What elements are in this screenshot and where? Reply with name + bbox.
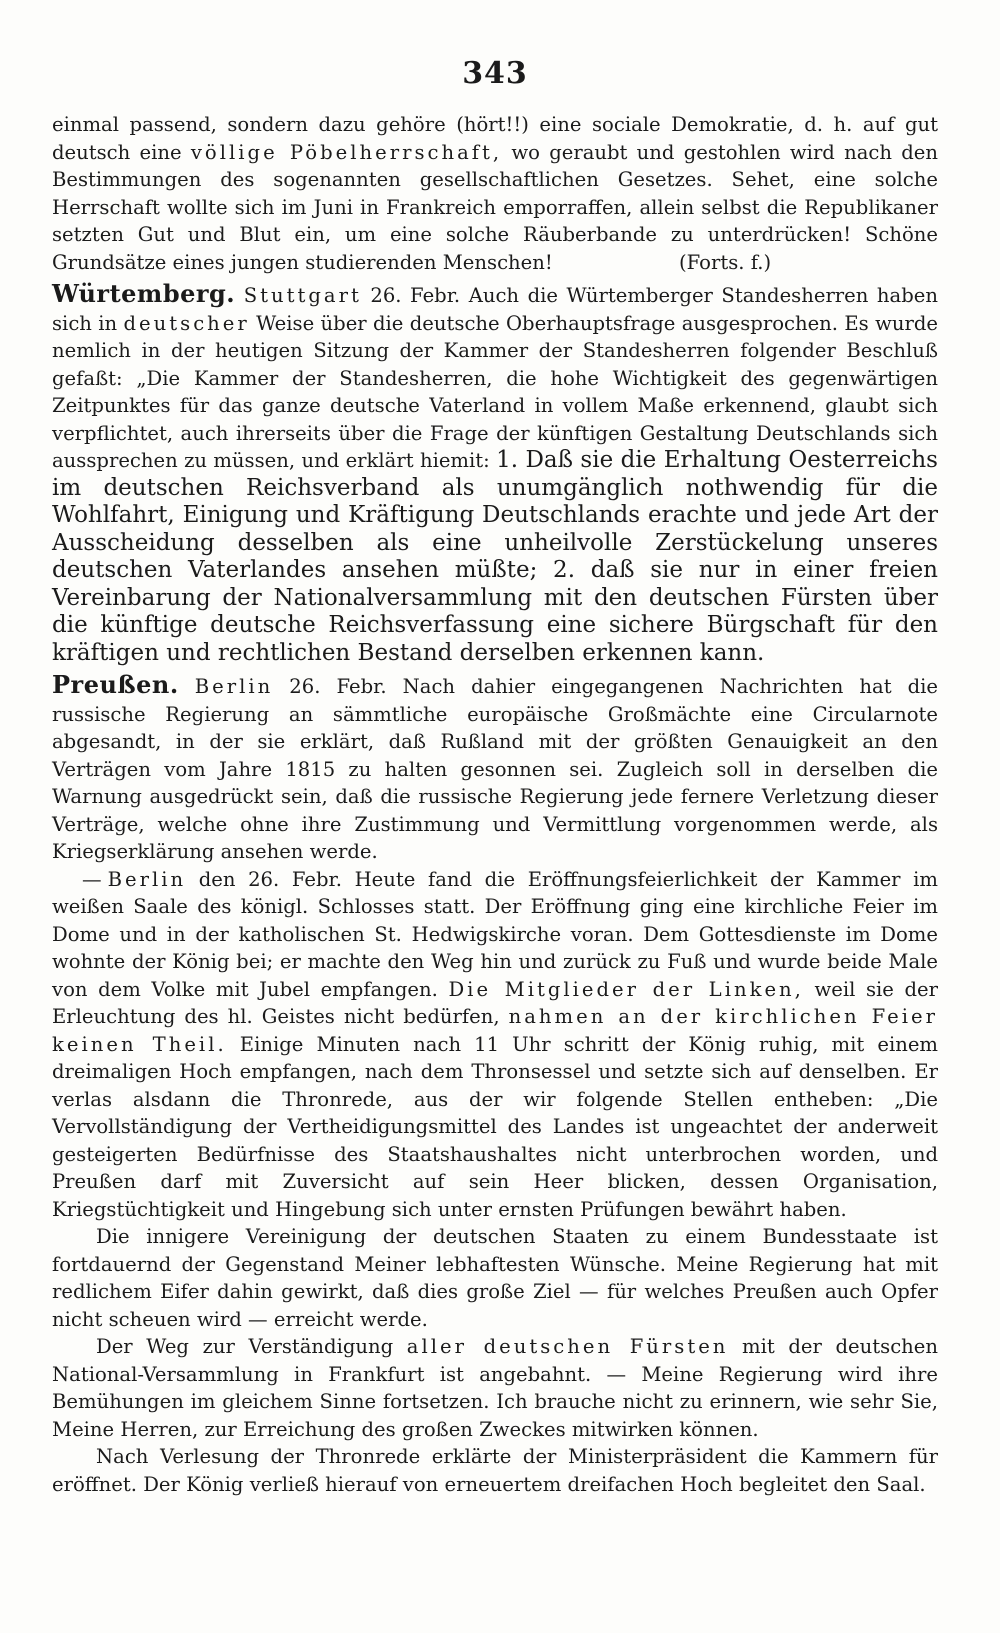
state-heading-wuerttemberg: Würtemberg.: [52, 279, 236, 308]
spaced-emphasis: Die Mitglieder der Linken,: [448, 977, 804, 1001]
spaced-emphasis: völlige Pöbelherrschaft,: [190, 140, 503, 164]
section-dash: —: [82, 867, 102, 891]
text: wo geraubt und gestohlen wird nach den Bestimmungen des sogenannten gesellschaftlichen Gesetzes. Sehet, eine solche Herrschaft wollte sich im Juni in Frankreich emporraffen, allein selbst die Republikaner setzten Gut und Blut ein, um eine solche Räuberbande zu unterdrücken! Schöne Grundsätze eines jungen studierenden Menschen!: [52, 140, 938, 274]
dateline-place: Berlin: [194, 675, 274, 698]
text: Nach dahier eingegangenen Nachrichten hat die russische Regierung an sämmtliche europäische Großmächte eine Circularnote abgesandt, in der sie erklärt, daß Rußland mit der größten Genauigkeit an den Verträgen vom Jahre 1815 zu halten gesonnen sei. Zugleich soll in derselben die Warnung ausgedrückt sein, daß die russische Regierung jede fernere Verletzung dieser Verträge, welche ohne ihre Zustimmung und Vermittlung vorgenommen werde, als Kriegserklärung ansehen werde.: [52, 675, 938, 863]
text: mit der deutschen National-Versammlung in Frankfurt ist angebahnt. — Meine Regierung wird ihre Bemühungen im gleichem Sinne fortsetzen. Ich brauche nicht zu erinnern, wie sehr Sie, Meine Herren, zur Erreichung des großen Zweckes mitwirken können.: [52, 1335, 939, 1441]
page-number: 343: [462, 56, 528, 91]
text: Weise über die deutsche Oberhauptsfrage ausgesprochen. Es wurde nemlich in der heutigen Sitzung der Kammer der Standesherren folgender Beschluß gefaßt: „Die Kammer der Standesherren, die hohe Wichtigkeit des gegenwärtigen Zeitpunktes für das ganze deutsche Vaterland in vollem Maße erkennend, glaubt sich verpflichtet, auch ihrerseits über die Frage der künftigen Gestaltung Deutschlands sich aussprechen zu müssen, und erklärt hiemit:: [52, 311, 938, 472]
dateline-place: Stuttgart: [243, 284, 362, 307]
dateline-date: 26. Febr.: [361, 284, 469, 307]
text: den 26. Febr. Heute fand die Eröffnungsfeierlichkeit der Kammer im weißen Saale des königl. Schlosses statt. Der Eröffnung ging eine kirchliche Feier im Dome und in der katholischen St. Hedwigskirche voran. Dem Gottesdienste im Dome wohnte der König bei; er machte den Weg hin und zurück zu Fuß und wurde beide Male von dem Volke mit Jubel empfangen.: [52, 867, 938, 1001]
paragraph-federal-state: Die innigere Vereinigung der deutschen Staaten zu einem Bundesstaate ist fortdauernd der Gegenstand Meiner lebhaftesten Wünsche. Meine Regierung hat mit redlichem Eifer dahin gewirkt, daß dies große Ziel — für welches Preußen auch Opfer nicht scheuen wird — erreicht werde.: [52, 1225, 938, 1331]
dateline-date: 26. Febr.: [273, 675, 403, 698]
spaced-emphasis: nahmen an der kirchlichen Feier keinen Theil.: [52, 1005, 938, 1056]
paragraph-princes: [52, 1333, 938, 1443]
resolution-text: 1. Daß sie die Erhaltung Oesterreichs im deutschen Reichsverband als unumgänglich nothwendig für die Wohlfahrt, Einigung und Kräftigung Deutschlands erachte und jede Art der Ausscheidung desselben als eine unheilvolle Zerstückelung unseres deutschen Vaterlandes ansehen müßte; 2. daß sie nur in einer freien Vereinbarung der Nationalversammlung mit den deutschen Fürsten über die künftige deutsche Reichsverfassung eine sichere Bürgschaft für den kräftigen und rechtlichen Bestand derselben erkennen kann.: [52, 447, 938, 666]
paragraph-wuerttemberg: [52, 280, 938, 667]
state-heading-prussia: Preußen.: [52, 670, 179, 699]
paragraph-prussia: [52, 671, 938, 866]
continuation-note: (Forts. f.): [679, 250, 772, 274]
text: Einige Minuten nach 11 Uhr schritt der König ruhig, mit einem dreimaligen Hoch empfangen, nach dem Thronsessel und setzte sich auf denselben. Er verlas alsdann die Thronrede, aus der wir folgende Stellen entheben: „Die Vervollständigung der Vertheidigungsmittel des Landes ist ungeachtet der anderweit gesteigerten Bedürfnisse des Staatshaushaltes nicht unterbrochen worden, und Preußen darf mit Zuversicht auf sein Heer blicken, dessen Organisation, Kriegstüchtigkeit und Hingebung sich unter ernsten Prüfungen bewährt haben.: [52, 1032, 939, 1221]
dateline-place: Berlin: [107, 867, 187, 891]
paragraph-berlin-opening: [52, 866, 938, 1224]
paragraph-closing: Nach Verlesung der Thronrede erklärte der Ministerpräsident die Kammern für eröffnet. Der König verließ hierauf von erneuertem dreifachen Hoch begleitet den Saal.: [52, 1445, 938, 1496]
text: Der Weg zur Verständigung: [96, 1335, 407, 1358]
spaced-emphasis: aller deutschen Fürsten: [406, 1335, 729, 1358]
text: einmal passend, sondern dazu gehöre (hört!!) eine sociale Demokratie, d. h. auf gut deutsch eine: [52, 113, 938, 164]
text: weil sie der Erleuchtung des hl. Geistes nicht bedürfen,: [52, 977, 938, 1028]
paragraph-speech-continuation: [52, 111, 938, 276]
text: Auch die Würtemberger Standesherren haben sich in: [52, 284, 938, 335]
spaced-emphasis: deutscher: [123, 311, 250, 335]
